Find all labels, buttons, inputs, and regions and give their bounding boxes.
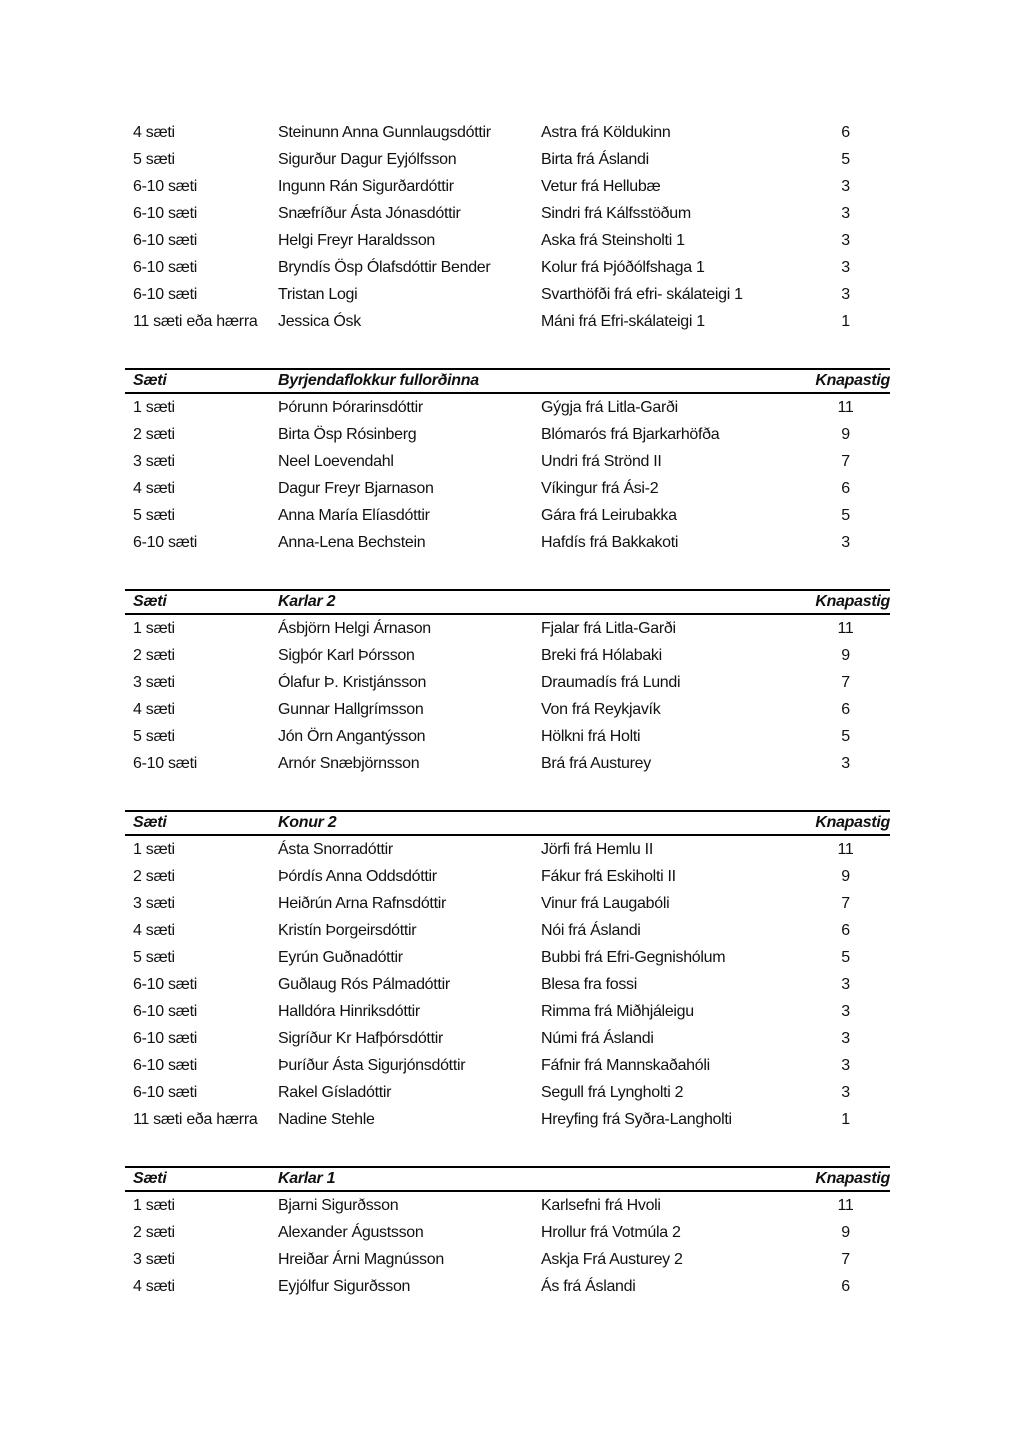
table-row (125, 475, 890, 502)
rider-name-cell: Þórdís Anna Oddsdóttir (278, 867, 437, 885)
section-header-row (125, 589, 890, 615)
points-cell: 5 (841, 150, 850, 168)
seat-cell: 6-10 sæti (133, 975, 197, 993)
horse-name-cell: Kolur frá Þjóðólfshaga 1 (541, 258, 705, 276)
table-row (125, 642, 890, 669)
rider-name-cell: Þórunn Þórarinsdóttir (278, 398, 423, 416)
rider-name-cell: Ásbjörn Helgi Árnason (278, 619, 431, 637)
rider-name-cell: Heiðrún Arna Rafnsdóttir (278, 894, 447, 912)
points-cell: 3 (841, 204, 850, 222)
rider-name-cell: Eyjólfur Sigurðsson (278, 1277, 411, 1295)
seat-cell: 6-10 sæti (133, 1083, 197, 1101)
rider-name-cell: Rakel Gísladóttir (278, 1083, 392, 1101)
points-cell: 3 (841, 1056, 850, 1074)
seat-cell: 2 sæti (133, 867, 175, 885)
rider-name-cell: Arnór Snæbjörnsson (278, 754, 420, 772)
points-cell: 9 (841, 646, 850, 664)
table-row (125, 1273, 890, 1300)
seat-cell: 6-10 sæti (133, 204, 197, 222)
points-cell: 7 (841, 452, 850, 470)
seat-cell: 6-10 sæti (133, 1056, 197, 1074)
column-header-points: Knapastig (815, 372, 890, 389)
points-cell: 6 (841, 1277, 850, 1295)
rider-name-cell: Nadine Stehle (278, 1110, 375, 1128)
seat-cell: 3 sæti (133, 1250, 175, 1268)
seat-cell: 2 sæti (133, 425, 175, 443)
seat-cell: 5 sæti (133, 506, 175, 524)
rider-name-cell: Helgi Freyr Haraldsson (278, 231, 436, 249)
rider-name-cell: Alexander Águstsson (278, 1223, 424, 1241)
horse-name-cell: Rimma frá Miðhjáleigu (541, 1002, 694, 1020)
rider-name-cell: Neel Loevendahl (278, 452, 394, 470)
horse-name-cell: Birta frá Áslandi (541, 150, 649, 168)
table-row (125, 421, 890, 448)
rider-name-cell: Dagur Freyr Bjarnason (278, 479, 434, 497)
seat-cell: 4 sæti (133, 1277, 175, 1295)
column-header-points: Knapastig (815, 593, 890, 610)
table-row (125, 1052, 890, 1079)
table-section (125, 589, 890, 777)
table-row (125, 394, 890, 421)
horse-name-cell: Karlsefni frá Hvoli (541, 1196, 661, 1214)
points-cell: 3 (841, 258, 850, 276)
seat-cell: 1 sæti (133, 398, 175, 416)
table-row (125, 281, 890, 308)
horse-name-cell: Brá frá Austurey (541, 754, 651, 772)
horse-name-cell: Von frá Reykjavík (541, 700, 661, 718)
table-row (125, 1079, 890, 1106)
horse-name-cell: Víkingur frá Ási-2 (541, 479, 659, 497)
horse-name-cell: Jörfi frá Hemlu II (541, 840, 653, 858)
rider-name-cell: Sigríður Kr Hafþórsdóttir (278, 1029, 444, 1047)
points-cell: 9 (841, 867, 850, 885)
table-row (125, 502, 890, 529)
seat-cell: 2 sæti (133, 646, 175, 664)
column-header-points: Knapastig (815, 1170, 890, 1187)
horse-name-cell: Undri frá Strönd II (541, 452, 662, 470)
points-cell: 9 (841, 425, 850, 443)
points-cell: 3 (841, 1002, 850, 1020)
seat-cell: 3 sæti (133, 894, 175, 912)
seat-cell: 4 sæti (133, 921, 175, 939)
table-row (125, 227, 890, 254)
table-row (125, 146, 890, 173)
points-cell: 7 (841, 1250, 850, 1268)
rider-name-cell: Hreiðar Árni Magnússon (278, 1250, 444, 1268)
horse-name-cell: Bubbi frá Efri-Gegnishólum (541, 948, 726, 966)
seat-cell: 1 sæti (133, 1196, 175, 1214)
horse-name-cell: Hrollur frá Votmúla 2 (541, 1223, 681, 1241)
table-row (125, 750, 890, 777)
table-row (125, 308, 890, 335)
table-row (125, 1192, 890, 1219)
table-row (125, 119, 890, 146)
table-row (125, 998, 890, 1025)
horse-name-cell: Hafdís frá Bakkakoti (541, 533, 679, 551)
points-cell: 5 (841, 727, 850, 745)
seat-cell: 5 sæti (133, 150, 175, 168)
rider-name-cell: Bryndís Ösp Ólafsdóttir Bender (278, 258, 491, 276)
points-cell: 3 (841, 285, 850, 303)
seat-cell: 1 sæti (133, 840, 175, 858)
rider-name-cell: Steinunn Anna Gunnlaugsdóttir (278, 123, 491, 141)
table-row (125, 971, 890, 998)
column-header-seat: Sæti (133, 814, 167, 831)
points-cell: 7 (841, 673, 850, 691)
section-title: Konur 2 (278, 814, 337, 831)
rider-name-cell: Eyrún Guðnadóttir (278, 948, 403, 966)
horse-name-cell: Fáfnir frá Mannskaðahóli (541, 1056, 710, 1074)
rider-name-cell: Þuríður Ásta Sigurjónsdóttir (278, 1056, 466, 1074)
points-cell: 11 (837, 1196, 854, 1214)
horse-name-cell: Hölkni frá Holti (541, 727, 641, 745)
table-row (125, 836, 890, 863)
horse-name-cell: Aska frá Steinsholti 1 (541, 231, 685, 249)
horse-name-cell: Askja Frá Austurey 2 (541, 1250, 683, 1268)
column-header-seat: Sæti (133, 593, 167, 610)
horse-name-cell: Númi frá Áslandi (541, 1029, 654, 1047)
horse-name-cell: Fjalar frá Litla-Garði (541, 619, 676, 637)
points-cell: 3 (841, 975, 850, 993)
column-header-seat: Sæti (133, 372, 167, 389)
seat-cell: 2 sæti (133, 1223, 175, 1241)
points-cell: 1 (841, 1110, 850, 1128)
horse-name-cell: Vetur frá Hellubæ (541, 177, 661, 195)
table-row (125, 448, 890, 475)
seat-cell: 6-10 sæti (133, 533, 197, 551)
rider-name-cell: Birta Ösp Rósinberg (278, 425, 417, 443)
table-row (125, 917, 890, 944)
rider-name-cell: Anna-Lena Bechstein (278, 533, 426, 551)
points-cell: 6 (841, 123, 850, 141)
points-cell: 6 (841, 921, 850, 939)
horse-name-cell: Hreyfing frá Syðra-Langholti (541, 1110, 732, 1128)
horse-name-cell: Nói frá Áslandi (541, 921, 641, 939)
table-section (125, 810, 890, 1133)
seat-cell: 11 sæti eða hærra (133, 312, 258, 330)
horse-name-cell: Astra frá Köldukinn (541, 123, 671, 141)
points-cell: 3 (841, 1083, 850, 1101)
seat-cell: 6-10 sæti (133, 754, 197, 772)
points-cell: 3 (841, 533, 850, 551)
points-cell: 3 (841, 177, 850, 195)
rider-name-cell: Sigurður Dagur Eyjólfsson (278, 150, 457, 168)
rider-name-cell: Anna María Elíasdóttir (278, 506, 430, 524)
seat-cell: 5 sæti (133, 948, 175, 966)
points-cell: 6 (841, 700, 850, 718)
points-cell: 11 (837, 398, 854, 416)
points-cell: 5 (841, 506, 850, 524)
rider-name-cell: Jón Örn Angantýsson (278, 727, 426, 745)
section-title: Byrjendaflokkur fullorðinna (278, 372, 479, 389)
table-row (125, 890, 890, 917)
table-row (125, 200, 890, 227)
seat-cell: 6-10 sæti (133, 1002, 197, 1020)
points-cell: 7 (841, 894, 850, 912)
points-cell: 11 (837, 840, 854, 858)
seat-cell: 4 sæti (133, 479, 175, 497)
column-header-seat: Sæti (133, 1170, 167, 1187)
points-cell: 3 (841, 231, 850, 249)
seat-cell: 11 sæti eða hærra (133, 1110, 258, 1128)
rider-name-cell: Sigþór Karl Þórsson (278, 646, 415, 664)
table-row (125, 1025, 890, 1052)
points-cell: 1 (841, 312, 850, 330)
horse-name-cell: Gýgja frá Litla-Garði (541, 398, 678, 416)
horse-name-cell: Sindri frá Kálfsstöðum (541, 204, 691, 222)
seat-cell: 6-10 sæti (133, 177, 197, 195)
rider-name-cell: Ingunn Rán Sigurðardóttir (278, 177, 454, 195)
table-row (125, 669, 890, 696)
rider-name-cell: Gunnar Hallgrímsson (278, 700, 424, 718)
seat-cell: 6-10 sæti (133, 1029, 197, 1047)
horse-name-cell: Gára frá Leirubakka (541, 506, 677, 524)
rider-name-cell: Jessica Ósk (278, 312, 361, 330)
table-row (125, 696, 890, 723)
seat-cell: 5 sæti (133, 727, 175, 745)
results-table (125, 119, 890, 1300)
points-cell: 6 (841, 479, 850, 497)
table-row (125, 1246, 890, 1273)
seat-cell: 6-10 sæti (133, 285, 197, 303)
section-title: Karlar 1 (278, 1170, 336, 1187)
table-row (125, 1219, 890, 1246)
seat-cell: 3 sæti (133, 673, 175, 691)
points-cell: 5 (841, 948, 850, 966)
horse-name-cell: Ás frá Áslandi (541, 1277, 636, 1295)
points-cell: 9 (841, 1223, 850, 1241)
seat-cell: 4 sæti (133, 123, 175, 141)
table-row (125, 529, 890, 556)
horse-name-cell: Draumadís frá Lundi (541, 673, 681, 691)
rider-name-cell: Bjarni Sigurðsson (278, 1196, 399, 1214)
seat-cell: 1 sæti (133, 619, 175, 637)
table-row (125, 863, 890, 890)
section-header-row (125, 368, 890, 394)
rider-name-cell: Snæfríður Ásta Jónasdóttir (278, 204, 461, 222)
seat-cell: 6-10 sæti (133, 231, 197, 249)
horse-name-cell: Svarthöfði frá efri- skálateigi 1 (541, 285, 743, 303)
section-header-row (125, 1166, 890, 1192)
rider-name-cell: Kristín Þorgeirsdóttir (278, 921, 417, 939)
seat-cell: 3 sæti (133, 452, 175, 470)
column-header-points: Knapastig (815, 814, 890, 831)
horse-name-cell: Blómarós frá Bjarkarhöfða (541, 425, 720, 443)
horse-name-cell: Fákur frá Eskiholti II (541, 867, 676, 885)
horse-name-cell: Segull frá Lyngholti 2 (541, 1083, 684, 1101)
table-row (125, 1106, 890, 1133)
section-header-row (125, 810, 890, 836)
seat-cell: 6-10 sæti (133, 258, 197, 276)
table-row (125, 173, 890, 200)
rider-name-cell: Tristan Logi (278, 285, 358, 303)
points-cell: 11 (837, 619, 854, 637)
table-row (125, 944, 890, 971)
rider-name-cell: Halldóra Hinriksdóttir (278, 1002, 420, 1020)
points-cell: 3 (841, 1029, 850, 1047)
table-section-continued (125, 119, 890, 335)
seat-cell: 4 sæti (133, 700, 175, 718)
table-section (125, 1166, 890, 1300)
table-row (125, 615, 890, 642)
section-title: Karlar 2 (278, 593, 336, 610)
table-row (125, 254, 890, 281)
horse-name-cell: Breki frá Hólabaki (541, 646, 662, 664)
rider-name-cell: Ólafur Þ. Kristjánsson (278, 673, 427, 691)
rider-name-cell: Guðlaug Rós Pálmadóttir (278, 975, 450, 993)
table-section (125, 368, 890, 556)
horse-name-cell: Blesa fra fossi (541, 975, 637, 993)
horse-name-cell: Vinur frá Laugabóli (541, 894, 670, 912)
points-cell: 3 (841, 754, 850, 772)
rider-name-cell: Ásta Snorradóttir (278, 840, 393, 858)
horse-name-cell: Máni frá Efri-skálateigi 1 (541, 312, 705, 330)
table-row (125, 723, 890, 750)
